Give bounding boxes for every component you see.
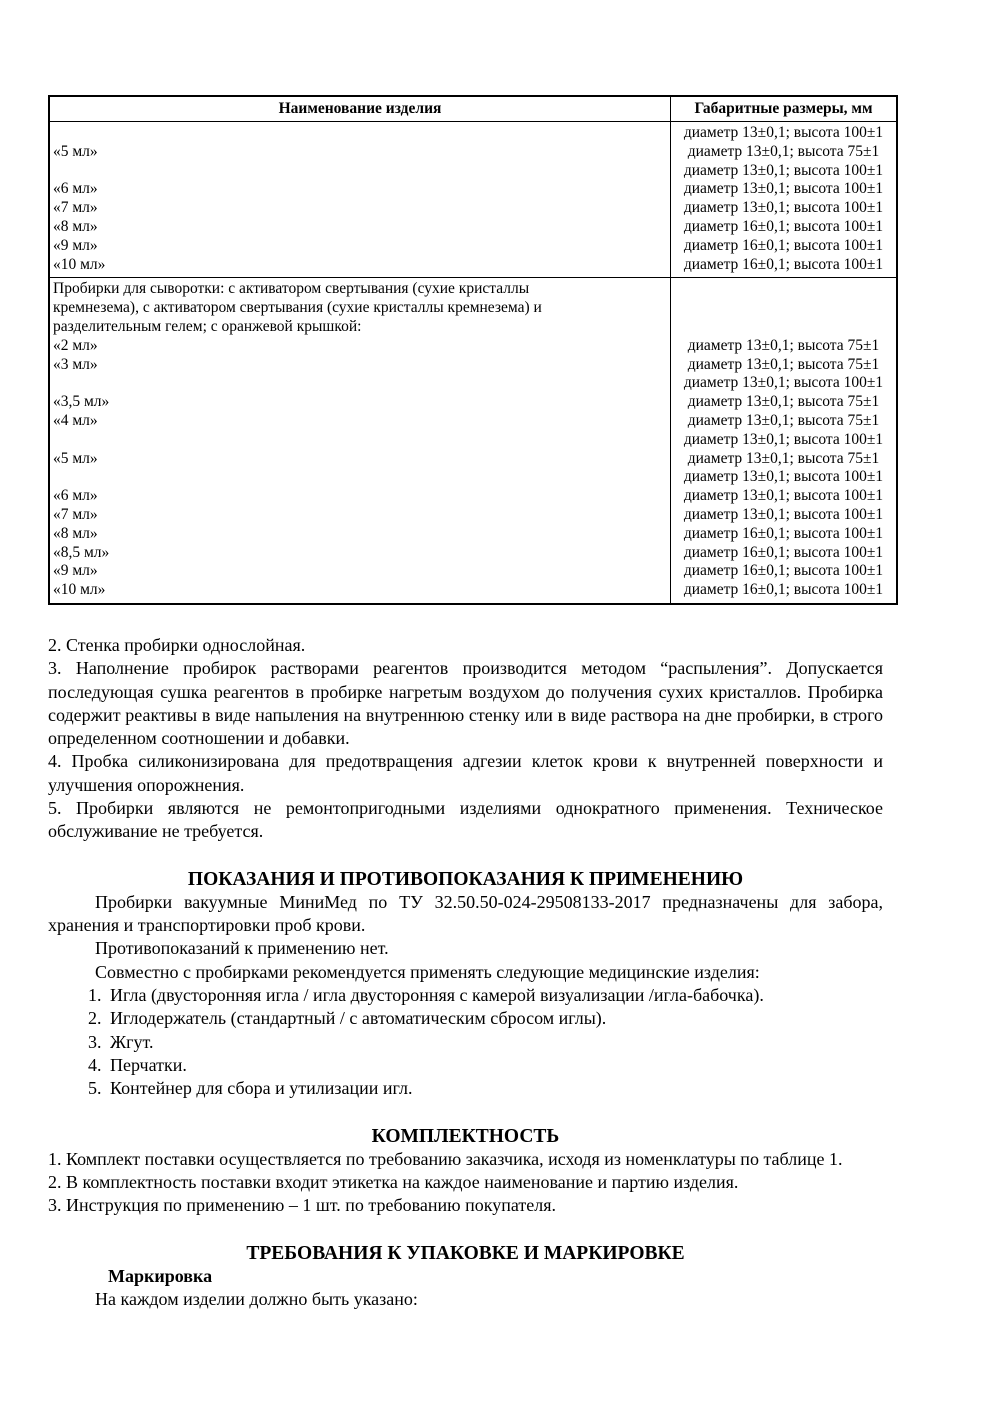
dimension-cell: диаметр 13±0,1; высота 100±1 (683, 374, 884, 392)
subheading-marking: Маркировка (108, 1266, 213, 1287)
dimension-cell: диаметр 16±0,1; высота 100±1 (683, 562, 884, 580)
dimension-cell (673, 299, 894, 318)
packaging-section (48, 1242, 883, 1312)
dimension-cell: диаметр 13±0,1; высота 100±1 (683, 468, 884, 486)
product-name-cell: «10 мл» (53, 255, 106, 273)
dimension-cell: диаметр 13±0,1; высота 75±1 (687, 336, 880, 354)
list-item-text: Игла (двусторонняя игла / игла двусторонняя с камерой визуализации /игла-бабочка). (110, 985, 764, 1006)
dimension-cell: диаметр 13±0,1; высота 75±1 (687, 355, 880, 373)
product-name-cell: разделительным гелем; с оранжевой крышкой: (53, 317, 362, 335)
product-name-cell: «4 мл» (53, 411, 98, 429)
recommended-devices-list (48, 984, 883, 1100)
product-name-cell: Пробирки для сыворотки: с активатором свертывания (сухие кристаллы (53, 280, 530, 298)
completeness-paragraph: 1. Комплект поставки осуществляется по требованию заказчика, исходя из номенклатуры по таблице 1. (48, 1148, 843, 1169)
section-heading-indications: ПОКАЗАНИЯ И ПРОТИВОПОКАЗАНИЯ К ПРИМЕНЕНИЮ (187, 868, 744, 890)
dimension-cell: диаметр 16±0,1; высота 100±1 (683, 255, 884, 273)
table-row-plain-tubes (50, 121, 896, 277)
dimension-cell (673, 280, 894, 299)
list-item-number: 3. (88, 1031, 102, 1052)
list-item-text: Жгут. (110, 1031, 154, 1052)
description-paragraph: 2. Стенка пробирки однослойная. (48, 634, 306, 655)
dimension-cell: диаметр 16±0,1; высота 100±1 (683, 217, 884, 235)
product-name-cell: «5 мл» (53, 142, 98, 160)
table-header-product-name: Наименование изделия (278, 100, 442, 117)
dimension-cell: диаметр 16±0,1; высота 100±1 (683, 524, 884, 542)
dimension-cell: диаметр 13±0,1; высота 100±1 (683, 124, 884, 141)
dimension-cell: диаметр 13±0,1; высота 75±1 (687, 393, 880, 411)
dimension-cell: диаметр 13±0,1; высота 100±1 (683, 199, 884, 217)
dimensions-column (670, 278, 896, 603)
list-item-text: Контейнер для сбора и утилизации игл. (110, 1078, 413, 1099)
list-item (48, 1077, 883, 1100)
table-header-dimensions: Габаритные размеры, мм (670, 97, 896, 121)
list-item-number: 4. (88, 1054, 102, 1075)
product-name-column (50, 122, 670, 277)
list-item (48, 984, 883, 1007)
dimension-cell: диаметр 13±0,1; высота 100±1 (683, 180, 884, 198)
section-heading-packaging: ТРЕБОВАНИЯ К УПАКОВКЕ И МАРКИРОВКЕ (246, 1242, 685, 1264)
product-name-cell: «8 мл» (53, 524, 98, 542)
product-name-cell: «9 мл» (53, 236, 98, 254)
product-name-cell: «3,5 мл» (53, 393, 110, 411)
product-name-cell: «2 мл» (53, 336, 98, 354)
product-name-cell: «9 мл» (53, 562, 98, 580)
indications-paragraph-contra: Противопоказаний к применению нет. (95, 938, 389, 959)
section-heading-completeness: КОМПЛЕКТНОСТЬ (371, 1125, 560, 1147)
list-item (48, 1054, 883, 1077)
product-name-cell: «10 мл» (53, 581, 106, 599)
list-item (48, 1007, 883, 1030)
product-name-cell: «7 мл» (53, 505, 98, 523)
list-item-text: Иглодержатель (стандартный / с автоматическим сбросом иглы). (110, 1008, 607, 1029)
product-name-cell: «8,5 мл» (53, 543, 110, 561)
dimension-cell: диаметр 16±0,1; высота 100±1 (683, 236, 884, 254)
dimension-cell: диаметр 13±0,1; высота 100±1 (683, 161, 884, 179)
indications-paragraph-recommended: Совместно с пробирками рекомендуется применять следующие медицинские изделия: (95, 961, 760, 982)
product-name-cell: кремнезема), с активатором свертывания (сухие кристаллы кремнезема) и (53, 299, 542, 317)
dimension-cell: диаметр 13±0,1; высота 75±1 (687, 449, 880, 467)
description-paragraph: 3. Наполнение пробирок растворами реагентов производится методом “распыления”. Допускается последующая сушка реагентов в пробирке нагретым воздухом до получения сухих кристаллов. Пробирка содержит реактивы в виде напыления на внутреннюю стенку или в виде раствора на дне пробирки, в строго определенном соотношении и добавки. (48, 658, 883, 749)
dimension-cell (673, 318, 894, 337)
list-item-number: 5. (88, 1078, 102, 1099)
dimension-cell: диаметр 16±0,1; высота 100±1 (683, 543, 884, 561)
dimension-cell: диаметр 13±0,1; высота 100±1 (683, 505, 884, 523)
description-section (48, 634, 883, 844)
description-paragraph: 5. Пробирки являются не ремонтопригодными изделиями однократного применения. Техническое обслуживание не требуется. (48, 798, 883, 842)
completeness-paragraph: 3. Инструкция по применению – 1 шт. по требованию покупателя. (48, 1195, 556, 1216)
product-spec-table (48, 95, 898, 605)
dimension-cell: диаметр 13±0,1; высота 75±1 (687, 142, 880, 160)
description-paragraph: 4. Пробка силиконизирована для предотвращения адгезии клеток крови к внутренней поверхности и улучшения опорожнения. (48, 751, 883, 795)
product-name-cell (53, 124, 666, 143)
dimension-cell: диаметр 16±0,1; высота 100±1 (683, 581, 884, 599)
product-name-cell: «7 мл» (53, 199, 98, 217)
table-row-serum-tubes (50, 277, 896, 603)
product-name-cell (53, 431, 666, 450)
completeness-items (48, 1148, 883, 1218)
indications-paragraph-purpose: Пробирки вакуумные МиниМед по ТУ 32.50.50-024-29508133-2017 предназначены для забора, хранения и транспортировки проб крови. (48, 891, 883, 936)
product-name-cell: «5 мл» (53, 449, 98, 467)
dimension-cell: диаметр 13±0,1; высота 100±1 (683, 430, 884, 448)
completeness-section (48, 1125, 883, 1218)
product-name-cell: «3 мл» (53, 355, 98, 373)
dimensions-column (670, 122, 896, 277)
product-name-cell: «6 мл» (53, 180, 98, 198)
table-header-row (50, 97, 896, 121)
product-name-column (50, 278, 670, 603)
dimension-cell: диаметр 13±0,1; высота 75±1 (687, 411, 880, 429)
dimension-cell: диаметр 13±0,1; высота 100±1 (683, 487, 884, 505)
product-name-cell (53, 374, 666, 393)
product-name-cell: «8 мл» (53, 217, 98, 235)
completeness-paragraph: 2. В комплектность поставки входит этикетка на каждое наименование и партию изделия. (48, 1172, 739, 1193)
list-item-number: 2. (88, 1008, 102, 1029)
list-item (48, 1031, 883, 1054)
product-name-cell: «6 мл» (53, 487, 98, 505)
product-name-cell (53, 162, 666, 181)
product-name-cell (53, 468, 666, 487)
list-item-number: 1. (88, 985, 102, 1006)
list-item-text: Перчатки. (110, 1054, 187, 1075)
marking-intro-paragraph: На каждом изделии должно быть указано: (95, 1289, 418, 1310)
indications-section (48, 868, 883, 1101)
